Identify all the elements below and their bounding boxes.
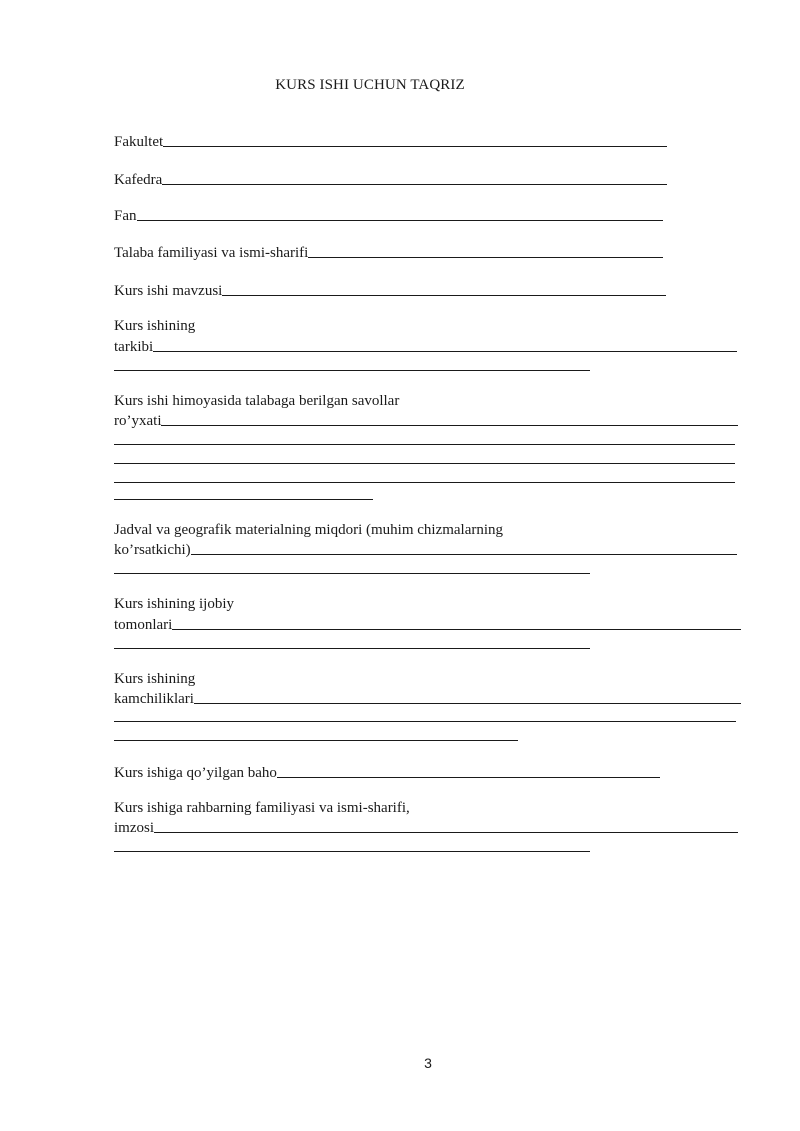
tarkibi-blank-continuation[interactable]: [114, 370, 590, 371]
jadval-label: ko’rsatkichi): [114, 542, 191, 558]
talaba-field[interactable]: [114, 243, 663, 261]
rahbar-label-line1: Kurs ishiga rahbarning familiyasi va ismi-sharifi,: [114, 800, 410, 816]
tarkibi-field[interactable]: [114, 337, 737, 355]
rahbar-blank-continuation[interactable]: [114, 851, 590, 852]
savollar-field[interactable]: [114, 411, 738, 429]
kamchilik-blank-line3[interactable]: [114, 740, 518, 741]
kamchilik-blank[interactable]: [194, 703, 741, 704]
jadval-field[interactable]: [114, 540, 737, 558]
rahbar-blank[interactable]: [154, 832, 738, 833]
mavzu-label: Kurs ishi mavzusi: [114, 283, 223, 299]
tarkibi-label-line1: Kurs ishining: [114, 318, 196, 334]
jadval-blank-continuation[interactable]: [114, 573, 590, 574]
ijobiy-label: tomonlari: [114, 617, 173, 633]
ijobiy-blank[interactable]: [172, 629, 741, 630]
fakultet-label: Fakultet: [114, 134, 164, 150]
baho-blank[interactable]: [277, 777, 660, 778]
rahbar-field[interactable]: [114, 818, 738, 836]
savollar-label: ro’yxati: [114, 413, 162, 429]
rahbar-label: imzosi: [114, 820, 154, 836]
savollar-blank-line3[interactable]: [114, 463, 735, 464]
kafedra-field[interactable]: [114, 170, 667, 188]
kamchilik-label-line1: Kurs ishining: [114, 671, 196, 687]
ijobiy-blank-continuation[interactable]: [114, 648, 590, 649]
kafedra-label: Kafedra: [114, 172, 163, 188]
tarkibi-label: tarkibi: [114, 339, 154, 355]
savollar-label-line1: Kurs ishi himoyasida talabaga berilgan savollar: [114, 393, 400, 409]
kafedra-blank[interactable]: [162, 184, 667, 185]
baho-label: Kurs ishiga qo’yilgan baho: [114, 765, 277, 781]
fan-blank[interactable]: [137, 220, 664, 221]
baho-field[interactable]: [114, 763, 660, 781]
mavzu-blank[interactable]: [222, 295, 666, 296]
jadval-blank[interactable]: [191, 554, 737, 555]
savollar-blank-line2[interactable]: [114, 444, 735, 445]
savollar-blank-line5[interactable]: [114, 499, 373, 500]
fan-label: Fan: [114, 208, 137, 224]
document-title: KURS ISHI UCHUN TAQRIZ: [275, 77, 465, 93]
fakultet-field[interactable]: [114, 132, 667, 150]
mavzu-field[interactable]: [114, 281, 666, 299]
kamchilik-label: kamchiliklari: [114, 691, 194, 707]
tarkibi-blank[interactable]: [153, 351, 737, 352]
fan-field[interactable]: [114, 206, 663, 224]
savollar-blank-line4[interactable]: [114, 482, 735, 483]
savollar-blank[interactable]: [161, 425, 738, 426]
talaba-blank[interactable]: [308, 257, 663, 258]
kamchilik-blank-line2[interactable]: [114, 721, 736, 722]
talaba-label: Talaba familiyasi va ismi-sharifi: [114, 245, 309, 261]
ijobiy-field[interactable]: [114, 615, 741, 633]
fakultet-blank[interactable]: [163, 146, 667, 147]
jadval-label-line1: Jadval va geografik materialning miqdori (muhim chizmalarning: [114, 522, 504, 538]
page-number: 3: [424, 1055, 432, 1071]
kamchilik-field[interactable]: [114, 689, 741, 707]
ijobiy-label-line1: Kurs ishining ijobiy: [114, 596, 235, 612]
